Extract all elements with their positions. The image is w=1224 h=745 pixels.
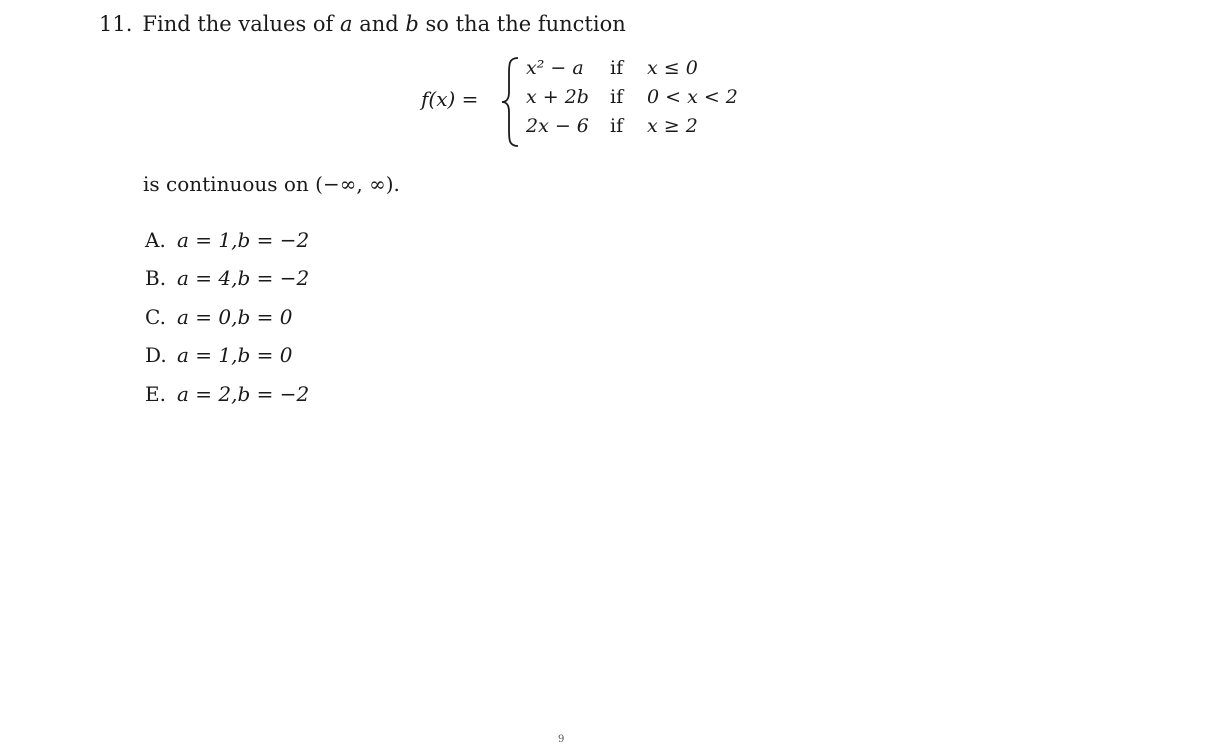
- piece-2-range: 0 < x < 2: [647, 86, 738, 108]
- answer-option-b[interactable]: [145, 266, 309, 290]
- option-value: a = 4,b = −2: [177, 266, 310, 290]
- question-line: [99, 12, 626, 36]
- option-letter: E.: [145, 382, 166, 406]
- piece-2-if: if: [610, 86, 624, 108]
- option-value: a = 0,b = 0: [177, 305, 293, 329]
- piece-1-if: if: [610, 57, 624, 79]
- piece-3-expression: 2x − 6: [526, 115, 589, 137]
- answer-option-e[interactable]: [145, 382, 309, 406]
- piece-3-range: x ≥ 2: [647, 115, 698, 137]
- question-number: 11.: [99, 12, 133, 36]
- page-number: 9: [558, 734, 565, 745]
- variable-b: b: [405, 12, 419, 36]
- option-letter: C.: [145, 305, 166, 329]
- left-brace-icon: [500, 56, 522, 148]
- option-letter: D.: [145, 343, 167, 367]
- continuity-statement: is continuous on (−∞, ∞).: [143, 172, 400, 196]
- answer-option-c[interactable]: [145, 305, 292, 329]
- variable-a: a: [340, 12, 353, 36]
- piece-3-if: if: [610, 115, 624, 137]
- option-value: a = 1,b = −2: [177, 228, 310, 252]
- option-value: a = 2,b = −2: [177, 382, 310, 406]
- question-text-2: and: [352, 12, 406, 36]
- function-lhs: f(x) =: [421, 87, 479, 111]
- option-letter: B.: [145, 266, 167, 290]
- question-text-3: so tha the function: [418, 12, 626, 36]
- question-text-1: Find the values of: [142, 12, 340, 36]
- piece-1-range: x ≤ 0: [647, 57, 698, 79]
- answer-option-a[interactable]: [145, 228, 309, 252]
- piece-1-expression: x² − a: [526, 57, 584, 79]
- answer-option-d[interactable]: [145, 343, 292, 367]
- option-value: a = 1,b = 0: [177, 343, 293, 367]
- option-letter: A.: [145, 228, 166, 252]
- piece-2-expression: x + 2b: [526, 86, 589, 108]
